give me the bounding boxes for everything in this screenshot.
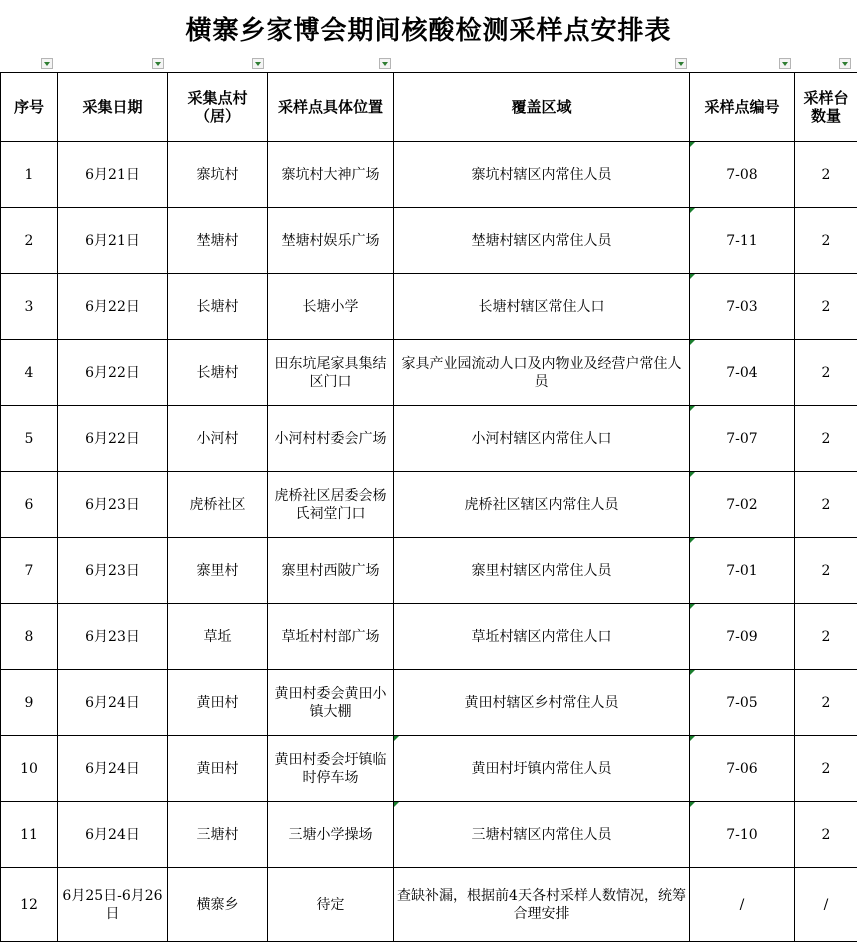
- cell-seq[interactable]: 1: [1, 142, 58, 208]
- cell-count[interactable]: 2: [795, 274, 857, 340]
- cell-village[interactable]: 小河村: [168, 406, 268, 472]
- cell-count[interactable]: 2: [795, 802, 857, 868]
- table-row: [1, 802, 857, 868]
- cell-coverage[interactable]: 黄田村辖区乡村常住人员: [394, 670, 690, 736]
- table-row: [1, 340, 857, 406]
- cell-village[interactable]: 横寨乡: [168, 868, 268, 942]
- cell-count[interactable]: 2: [795, 472, 857, 538]
- cell-count[interactable]: /: [795, 868, 857, 942]
- cell-coverage[interactable]: 长塘村辖区常住人口: [394, 274, 690, 340]
- cell-count[interactable]: 2: [795, 340, 857, 406]
- filter-row: [0, 56, 857, 72]
- table-row: [1, 670, 857, 736]
- cell-location[interactable]: 待定: [268, 868, 394, 942]
- page-title: 横寨乡家博会期间核酸检测采样点安排表: [185, 15, 672, 46]
- cell-coverage[interactable]: 埜塘村辖区内常住人员: [394, 208, 690, 274]
- cell-coverage[interactable]: 家具产业园流动人口及内物业及经营户常住人员: [394, 340, 690, 406]
- header-location: 采样点具体位置: [268, 73, 394, 142]
- cell-count[interactable]: 2: [795, 208, 857, 274]
- cell-date[interactable]: 6月21日: [58, 208, 168, 274]
- filter-dropdown-icon[interactable]: [675, 58, 687, 69]
- cell-village[interactable]: 三塘村: [168, 802, 268, 868]
- cell-count[interactable]: 2: [795, 604, 857, 670]
- cell-date[interactable]: 6月22日: [58, 340, 168, 406]
- cell-count[interactable]: 2: [795, 538, 857, 604]
- header-code: 采样点编号: [690, 73, 795, 142]
- header-count: 采样台数量: [795, 73, 857, 142]
- cell-count[interactable]: 2: [795, 406, 857, 472]
- cell-coverage[interactable]: 草坵村辖区内常住人口: [394, 604, 690, 670]
- cell-count[interactable]: 2: [795, 142, 857, 208]
- cell-date[interactable]: 6月24日: [58, 670, 168, 736]
- filter-dropdown-icon[interactable]: [779, 58, 791, 69]
- cell-location[interactable]: 小河村村委会广场: [268, 406, 394, 472]
- cell-location[interactable]: 埜塘村娱乐广场: [268, 208, 394, 274]
- table-row: [1, 472, 857, 538]
- cell-coverage[interactable]: 小河村辖区内常住人口: [394, 406, 690, 472]
- cell-seq[interactable]: 8: [1, 604, 58, 670]
- cell-date[interactable]: 6月25日-6月26日: [58, 868, 168, 942]
- cell-village[interactable]: 草坵: [168, 604, 268, 670]
- schedule-table: [0, 72, 857, 942]
- cell-location[interactable]: 寨里村西陂广场: [268, 538, 394, 604]
- cell-seq[interactable]: 12: [1, 868, 58, 942]
- cell-seq[interactable]: 11: [1, 802, 58, 868]
- cell-code[interactable]: 7-05: [690, 670, 795, 736]
- cell-seq[interactable]: 3: [1, 274, 58, 340]
- cell-location[interactable]: 黄田村委会黄田小镇大棚: [268, 670, 394, 736]
- filter-dropdown-icon[interactable]: [839, 58, 851, 69]
- cell-location[interactable]: 三塘小学操场: [268, 802, 394, 868]
- cell-location[interactable]: 虎桥社区居委会杨氏祠堂门口: [268, 472, 394, 538]
- cell-count[interactable]: 2: [795, 670, 857, 736]
- table-row: [1, 868, 857, 942]
- cell-code[interactable]: 7-08: [690, 142, 795, 208]
- table-row: [1, 208, 857, 274]
- header-village: 采集点村（居）: [168, 73, 268, 142]
- cell-seq[interactable]: 7: [1, 538, 58, 604]
- cell-location[interactable]: 草坵村村部广场: [268, 604, 394, 670]
- cell-coverage[interactable]: 查缺补漏，根据前4天各村采样人数情况，统筹合理安排: [394, 868, 690, 942]
- header-date: 采集日期: [58, 73, 168, 142]
- cell-code[interactable]: 7-11: [690, 208, 795, 274]
- header-row: [1, 73, 857, 142]
- cell-seq[interactable]: 4: [1, 340, 58, 406]
- cell-location[interactable]: 长塘小学: [268, 274, 394, 340]
- cell-seq[interactable]: 5: [1, 406, 58, 472]
- cell-date[interactable]: 6月24日: [58, 802, 168, 868]
- cell-date[interactable]: 6月23日: [58, 472, 168, 538]
- header-coverage: 覆盖区域: [394, 73, 690, 142]
- cell-location[interactable]: 寨坑村大神广场: [268, 142, 394, 208]
- header-seq: 序号: [1, 73, 58, 142]
- table-row: [1, 604, 857, 670]
- cell-seq[interactable]: 2: [1, 208, 58, 274]
- cell-code[interactable]: 7-09: [690, 604, 795, 670]
- cell-code[interactable]: 7-07: [690, 406, 795, 472]
- title-row: [0, 0, 857, 56]
- table-row: [1, 736, 857, 802]
- cell-coverage[interactable]: 寨坑村辖区内常住人员: [394, 142, 690, 208]
- cell-village[interactable]: 长塘村: [168, 340, 268, 406]
- cell-location[interactable]: 田东坑尾家具集结区门口: [268, 340, 394, 406]
- cell-code[interactable]: 7-03: [690, 274, 795, 340]
- cell-seq[interactable]: 10: [1, 736, 58, 802]
- cell-village[interactable]: 黄田村: [168, 736, 268, 802]
- cell-village[interactable]: 埜塘村: [168, 208, 268, 274]
- cell-village[interactable]: 虎桥社区: [168, 472, 268, 538]
- cell-code[interactable]: 7-10: [690, 802, 795, 868]
- filter-dropdown-icon[interactable]: [379, 58, 391, 69]
- cell-date[interactable]: 6月21日: [58, 142, 168, 208]
- cell-date[interactable]: 6月23日: [58, 538, 168, 604]
- table-row: [1, 538, 857, 604]
- cell-seq[interactable]: 6: [1, 472, 58, 538]
- cell-code[interactable]: 7-04: [690, 340, 795, 406]
- filter-dropdown-icon[interactable]: [41, 58, 53, 69]
- cell-date[interactable]: 6月22日: [58, 274, 168, 340]
- cell-coverage[interactable]: 黄田村圩镇内常住人员: [394, 736, 690, 802]
- cell-coverage[interactable]: 虎桥社区辖区内常住人员: [394, 472, 690, 538]
- cell-code[interactable]: 7-06: [690, 736, 795, 802]
- filter-dropdown-icon[interactable]: [152, 58, 164, 69]
- cell-date[interactable]: 6月22日: [58, 406, 168, 472]
- cell-date[interactable]: 6月23日: [58, 604, 168, 670]
- filter-dropdown-icon[interactable]: [252, 58, 264, 69]
- cell-coverage[interactable]: 寨里村辖区内常住人员: [394, 538, 690, 604]
- table-row: [1, 142, 857, 208]
- table-row: [1, 274, 857, 340]
- cell-village[interactable]: 寨坑村: [168, 142, 268, 208]
- cell-village[interactable]: 寨里村: [168, 538, 268, 604]
- cell-code[interactable]: /: [690, 868, 795, 942]
- table-row: [1, 406, 857, 472]
- cell-code[interactable]: 7-02: [690, 472, 795, 538]
- cell-village[interactable]: 黄田村: [168, 670, 268, 736]
- cell-village[interactable]: 长塘村: [168, 274, 268, 340]
- cell-date[interactable]: 6月24日: [58, 736, 168, 802]
- cell-location[interactable]: 黄田村委会圩镇临时停车场: [268, 736, 394, 802]
- cell-seq[interactable]: 9: [1, 670, 58, 736]
- cell-coverage[interactable]: 三塘村辖区内常住人员: [394, 802, 690, 868]
- cell-code[interactable]: 7-01: [690, 538, 795, 604]
- cell-count[interactable]: 2: [795, 736, 857, 802]
